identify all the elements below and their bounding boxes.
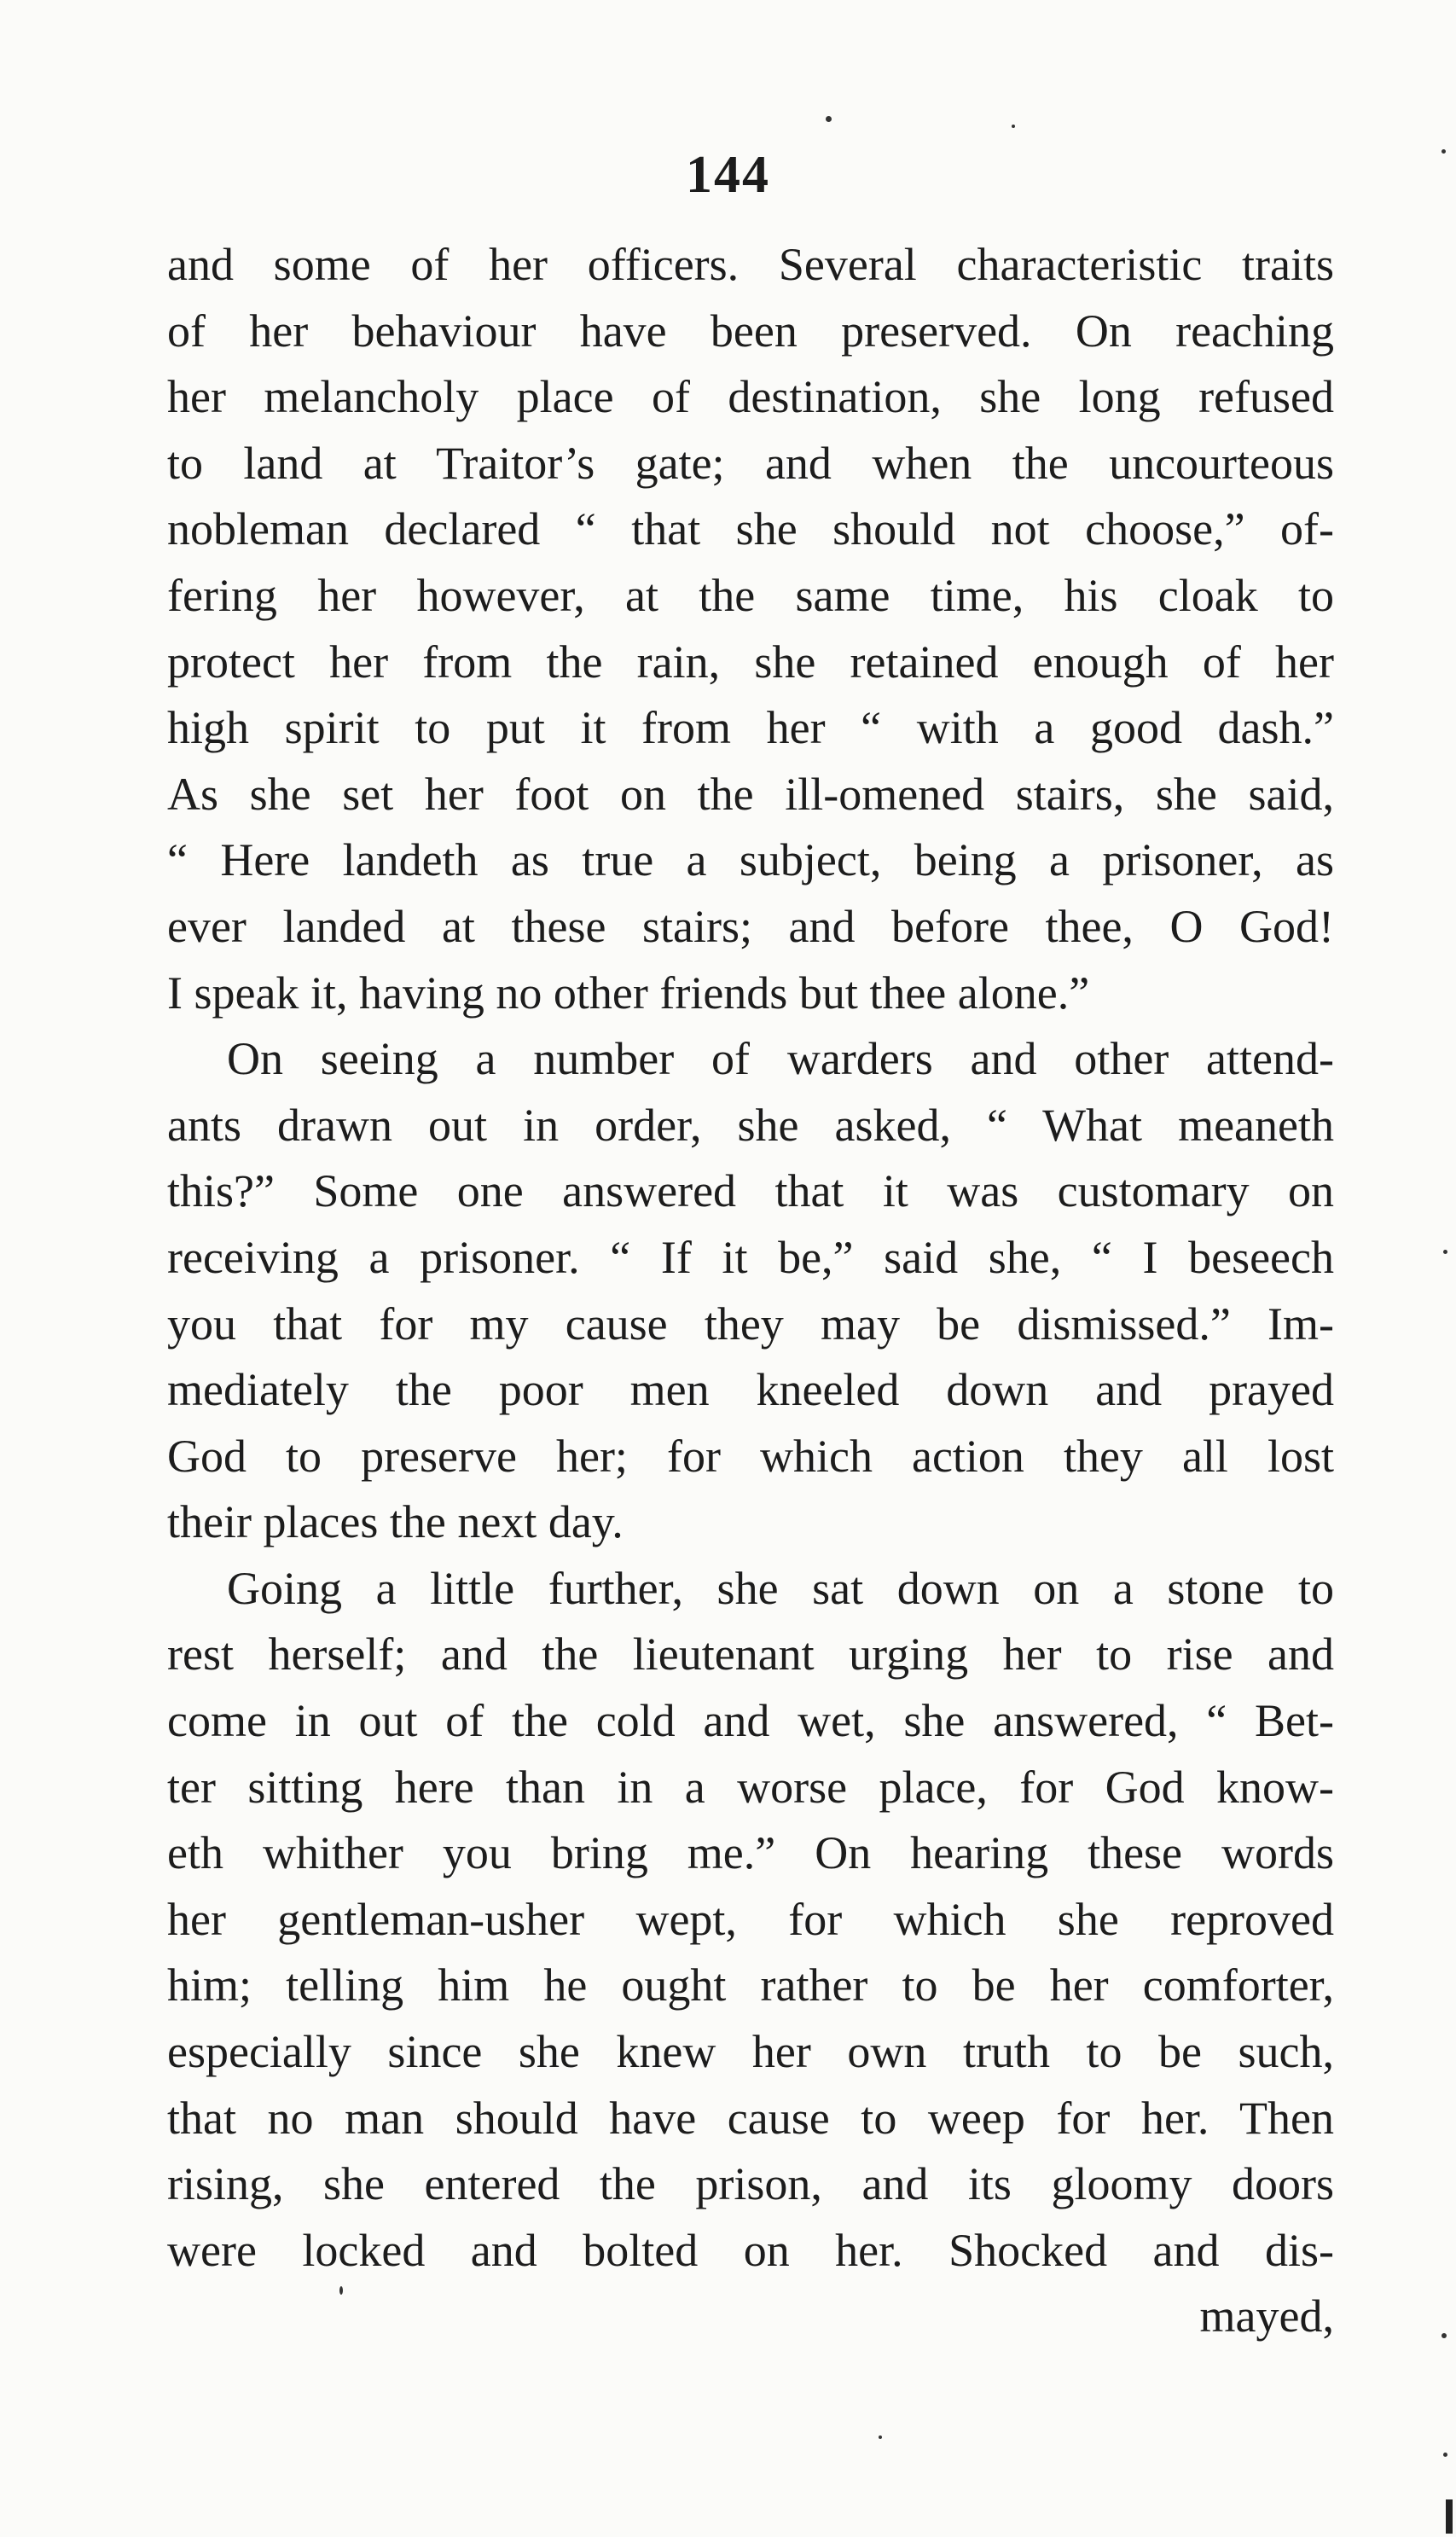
text-line: were locked and bolted on her. Shocked and dis- [167, 2224, 1334, 2276]
text-line: their places the next day. [167, 1496, 624, 1548]
text-line: mediately the poor men kneeled down and prayed [167, 1364, 1334, 1416]
text-line: eth whither you bring me.” On hearing these words [167, 1827, 1334, 1879]
text-line: come in out of the cold and wet, she answered, “ Bet- [167, 1695, 1334, 1747]
scan-speck [339, 2286, 343, 2295]
text-line: to land at Traitor’s gate; and when the uncourteous [167, 437, 1334, 489]
scan-edge-mark [1446, 2499, 1453, 2534]
text-line: ter sitting here than in a worse place, for God know- [167, 1761, 1334, 1813]
text-line: protect her from the rain, she retained enough of her [167, 636, 1334, 688]
text-line: ants drawn out in order, she asked, “ What meaneth [167, 1099, 1334, 1151]
text-line: fering her however, at the same time, his cloak to [167, 569, 1334, 621]
text-line: As she set her foot on the ill-omened stairs, she said, [167, 768, 1334, 820]
scan-speck [879, 2435, 882, 2439]
text-line: high spirit to put it from her “ with a good dash.” [167, 702, 1334, 754]
text-line: especially since she knew her own truth to be such, [167, 2026, 1334, 2078]
text-line: nobleman declared “ that she should not choose,” of- [167, 503, 1334, 555]
text-line: God to preserve her; for which action they all lost [167, 1430, 1334, 1482]
text-line: On seeing a number of warders and other attend- [227, 1033, 1334, 1085]
body-text [167, 232, 1334, 2350]
text-line: rising, she entered the prison, and its gloomy doors [167, 2158, 1334, 2210]
text-line: ever landed at these stairs; and before thee, O God! [167, 900, 1334, 952]
scan-speck [1441, 2333, 1447, 2338]
scan-speck [1443, 2453, 1447, 2457]
text-line: and some of her officers. Several characteristic traits [167, 239, 1334, 290]
scan-speck [1441, 149, 1446, 154]
text-line: I speak it, having no other friends but thee alone.” [167, 967, 1090, 1019]
text-line: of her behaviour have been preserved. On reaching [167, 305, 1334, 357]
scan-speck [1443, 1250, 1447, 1254]
catchword: mayed, [1199, 2290, 1334, 2343]
text-line: rest herself; and the lieutenant urging her to rise and [167, 1628, 1334, 1681]
text-line: her melancholy place of destination, she long refused [167, 371, 1334, 423]
catchword-row [167, 2284, 1334, 2350]
text-line: this?” Some one answered that it was customary on [167, 1165, 1334, 1217]
text-line: “ Here landeth as true a subject, being a prisoner, as [167, 834, 1334, 886]
scan-speck [1012, 125, 1015, 128]
paragraph-2 [167, 1026, 1334, 1556]
text-line: Going a little further, she sat down on a stone to [227, 1562, 1334, 1614]
text-line: him; telling him he ought rather to be her comforter, [167, 1959, 1334, 2012]
page-number: 144 [686, 146, 770, 204]
text-line: that no man should have cause to weep for her. Then [167, 2092, 1334, 2144]
paragraph-3 [167, 1556, 1334, 2284]
scan-speck [826, 116, 832, 122]
text-line: her gentleman-usher wept, for which she reproved [167, 1893, 1334, 1945]
paragraph-1 [167, 232, 1334, 1026]
text-line: receiving a prisoner. “ If it be,” said she, “ I beseech [167, 1231, 1334, 1283]
text-line: you that for my cause they may be dismissed.” Im- [167, 1298, 1334, 1350]
